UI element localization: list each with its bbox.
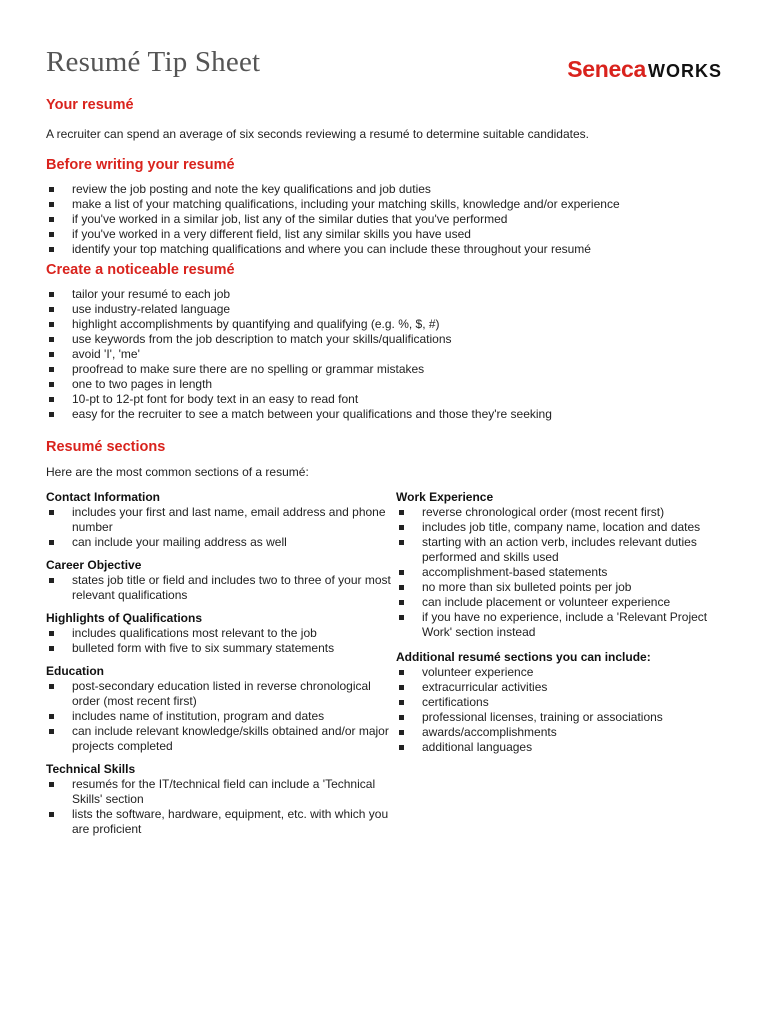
section-title: Contact Information bbox=[46, 490, 160, 504]
list-item: proofread to make sure there are no spelling or grammar mistakes bbox=[46, 362, 726, 377]
list-item: post-secondary education listed in reverse chronological order (most recent first) bbox=[46, 679, 396, 709]
work-experience-block bbox=[396, 490, 726, 640]
section-list bbox=[46, 777, 396, 837]
section-list bbox=[46, 573, 396, 603]
logo-works-text: WORKS bbox=[648, 61, 722, 81]
list-item: includes job title, company name, location and dates bbox=[396, 520, 726, 535]
list-item: volunteer experience bbox=[396, 665, 726, 680]
list-item: includes your first and last name, email address and phone number bbox=[46, 505, 396, 535]
section-title: Career Objective bbox=[46, 558, 142, 572]
list-item: if you've worked in a similar job, list any of the similar duties that you've performed bbox=[46, 212, 726, 227]
section-title: Technical Skills bbox=[46, 762, 136, 776]
list-item: additional languages bbox=[396, 740, 726, 755]
list-item: states job title or field and includes two to three of your most relevant qualifications bbox=[46, 573, 396, 603]
list-item: lists the software, hardware, equipment, etc. with which you are proficient bbox=[46, 807, 396, 837]
section-list bbox=[396, 665, 726, 755]
sections-left-column bbox=[46, 490, 396, 845]
noticeable-heading: Create a noticeable resumé bbox=[46, 262, 235, 278]
list-item: starting with an action verb, includes relevant duties performed and skills used bbox=[396, 535, 726, 565]
sections-right-column bbox=[396, 490, 726, 845]
resume-sections-heading: Resumé sections bbox=[46, 439, 166, 455]
list-item: 10-pt to 12-pt font for body text in an easy to read font bbox=[46, 392, 726, 407]
list-item: avoid 'I', 'me' bbox=[46, 347, 726, 362]
section-title: Work Experience bbox=[396, 490, 494, 504]
list-item: make a list of your matching qualifications, including your matching skills, knowledge and/or experience bbox=[46, 197, 726, 212]
technical-skills-block bbox=[46, 762, 396, 837]
list-item: one to two pages in length bbox=[46, 377, 726, 392]
section-list bbox=[46, 679, 396, 754]
additional-sections-block bbox=[396, 650, 726, 755]
education-block bbox=[46, 664, 396, 754]
career-objective-block bbox=[46, 558, 396, 603]
section-title: Additional resumé sections you can include: bbox=[396, 650, 651, 664]
list-item: awards/accomplishments bbox=[396, 725, 726, 740]
list-item: tailor your resumé to each job bbox=[46, 287, 726, 302]
resume-sections-intro: Here are the most common sections of a resumé: bbox=[46, 465, 309, 479]
list-item: certifications bbox=[396, 695, 726, 710]
document-body bbox=[46, 96, 726, 845]
section-list bbox=[396, 505, 726, 640]
logo-seneca-text: Seneca bbox=[567, 56, 646, 82]
list-item: extracurricular activities bbox=[396, 680, 726, 695]
list-item: can include placement or volunteer experience bbox=[396, 595, 726, 610]
section-list bbox=[46, 505, 396, 550]
your-resume-text: A recruiter can spend an average of six seconds reviewing a resumé to determine suitable candidates. bbox=[46, 127, 589, 141]
seneca-works-logo bbox=[567, 56, 722, 83]
section-title: Education bbox=[46, 664, 105, 678]
list-item: identify your top matching qualifications and where you can include these throughout your resumé bbox=[46, 242, 726, 257]
list-item: professional licenses, training or associations bbox=[396, 710, 726, 725]
list-item: if you've worked in a very different field, list any similar skills you have used bbox=[46, 227, 726, 242]
highlights-block bbox=[46, 611, 396, 656]
list-item: bulleted form with five to six summary statements bbox=[46, 641, 396, 656]
list-item: use industry-related language bbox=[46, 302, 726, 317]
list-item: can include relevant knowledge/skills obtained and/or major projects completed bbox=[46, 724, 396, 754]
your-resume-heading: Your resumé bbox=[46, 97, 134, 113]
sections-columns bbox=[46, 490, 726, 845]
list-item: can include your mailing address as well bbox=[46, 535, 396, 550]
noticeable-list bbox=[46, 287, 726, 422]
list-item: accomplishment-based statements bbox=[396, 565, 726, 580]
before-writing-list bbox=[46, 182, 726, 257]
before-writing-heading: Before writing your resumé bbox=[46, 157, 235, 173]
list-item: no more than six bulleted points per job bbox=[396, 580, 726, 595]
list-item: highlight accomplishments by quantifying and qualifying (e.g. %, $, #) bbox=[46, 317, 726, 332]
section-list bbox=[46, 626, 396, 656]
list-item: review the job posting and note the key qualifications and job duties bbox=[46, 182, 726, 197]
section-title: Highlights of Qualifications bbox=[46, 611, 202, 625]
list-item: reverse chronological order (most recent first) bbox=[396, 505, 726, 520]
list-item: easy for the recruiter to see a match between your qualifications and those they're seeking bbox=[46, 407, 726, 422]
list-item: resumés for the IT/technical field can include a 'Technical Skills' section bbox=[46, 777, 396, 807]
list-item: includes name of institution, program and dates bbox=[46, 709, 396, 724]
list-item: includes qualifications most relevant to the job bbox=[46, 626, 396, 641]
page-title: Resumé Tip Sheet bbox=[46, 46, 261, 78]
contact-information-block bbox=[46, 490, 396, 550]
list-item: use keywords from the job description to match your skills/qualifications bbox=[46, 332, 726, 347]
list-item: if you have no experience, include a 'Relevant Project Work' section instead bbox=[396, 610, 726, 640]
